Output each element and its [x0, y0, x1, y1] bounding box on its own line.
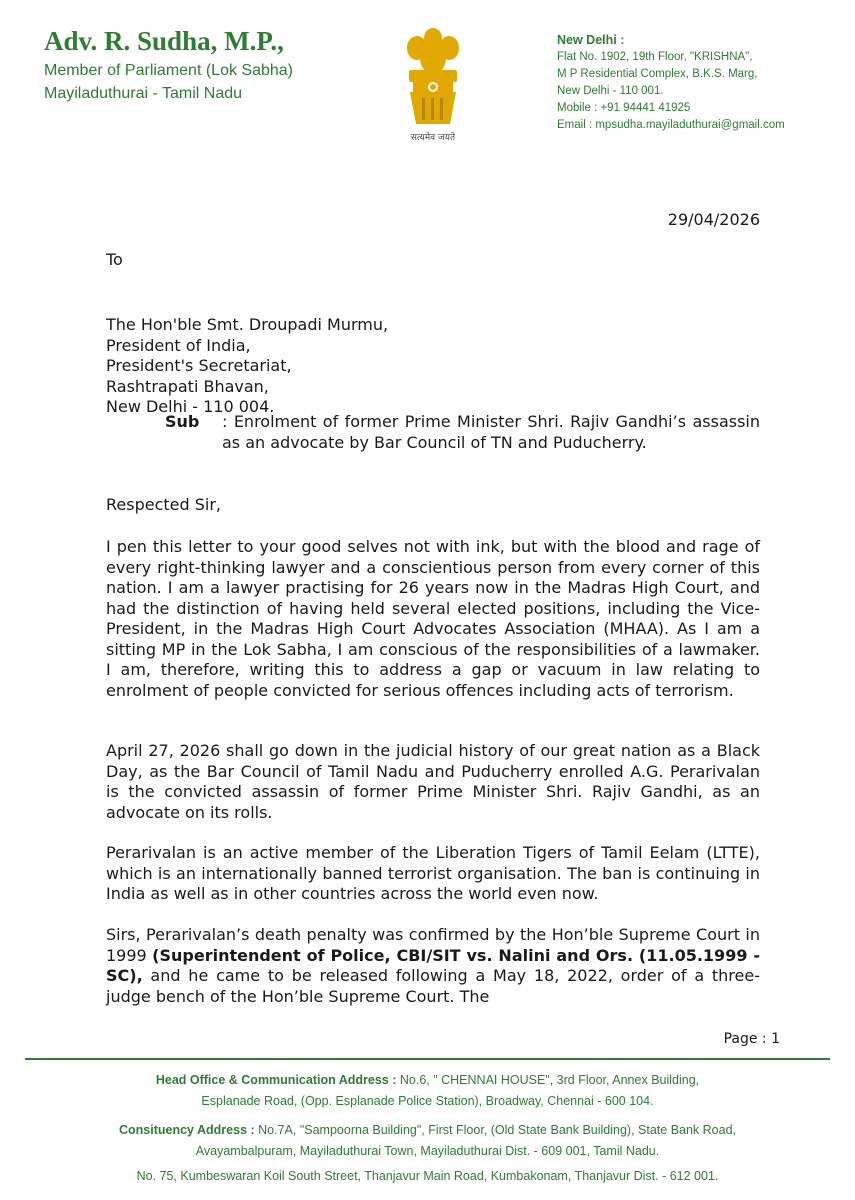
constituency-address	[0, 1120, 855, 1141]
head-office-line: No.6, " CHENNAI HOUSE", 3rd Floor, Annex Building,	[396, 1073, 700, 1087]
addressee-line: President of India,	[106, 335, 251, 355]
office-line: Email : mpsudha.mayiladuthurai@gmail.com	[557, 119, 785, 131]
head-office-label: Head Office & Communication Address :	[155, 1073, 397, 1087]
head-office-address-2: Esplanade Road, (Opp. Esplanade Police Station), Broadway, Chennai - 600 104.	[201, 1094, 654, 1108]
office-line: Flat No. 1902, 19th Floor, "KRISHNA",	[557, 51, 753, 63]
addressee-line: The Hon'ble Smt. Droupadi Murmu,	[106, 315, 389, 334]
paragraph-2: April 27, 2026 shall go down in the judicial history of our great nation as a Black Day, as the Bar Council of Tamil Nadu and Puducherry enrolled A.G. Perarivalan is the convicted assassin of former Prime Minister Shri. Rajiv Gandhi, as an advocate on its rolls.	[106, 741, 760, 822]
salutation: Respected Sir,	[106, 495, 221, 514]
page-number: Page : 1	[723, 1031, 780, 1047]
case-citation: (Superintendent of Police, CBI/SIT vs. Nalini and Ors. (11.05.1999 - SC),	[106, 945, 761, 985]
office-line: New Delhi - 110 001.	[557, 85, 664, 97]
paragraph-1: I pen this letter to your good selves not with ink, but with the blood and rage of every right-thinking lawyer and a conscientious person from every corner of this nation. I am a lawyer practising for 26 years now in the Madras High Court, and had the distinction of having held several elected positions, including the Vice-President, in the Madras High Court Advocates Association (MHAA). As I am a sitting MP in the Lok Sabha, I am conscious of the responsibilities of a lawmaker. I am, therefore, writing this to address a gap or vacuum in law relating to enrolment of people convicted for serious offences including acts of terrorism.	[106, 537, 760, 700]
kumbakonam-address: No. 75, Kumbeswaran Koil South Street, Thanjavur Main Road, Kumbakonam, Thanjavur Dist. - 612 001.	[136, 1169, 719, 1183]
footer-divider	[25, 1058, 830, 1060]
emblem-motto: सत्यमेव जयते	[410, 133, 456, 143]
delhi-address	[557, 32, 785, 134]
paragraph-4-text: Sirs, Perarivalan’s death penalty was confirmed by the Hon’ble Supreme Court in 1999	[106, 925, 760, 965]
paragraph-3: Perarivalan is an active member of the Liberation Tigers of Tamil Eelam (LTTE), which is an internationally banned terrorist organisation. The ban is continuing in India as well as in other countries across the world even now.	[106, 843, 760, 903]
mp-name: Adv. R. Sudha, M.P.,	[44, 26, 284, 56]
mp-title: Member of Parliament (Lok Sabha)	[44, 62, 293, 79]
constituency-label: Consituency Address :	[118, 1123, 255, 1137]
office-title: New Delhi :	[557, 33, 625, 47]
letter-date: 29/04/2026	[667, 210, 760, 229]
ashoka-emblem	[400, 26, 466, 144]
paragraph-4	[106, 925, 760, 1007]
addressee-line: New Delhi - 110 004.	[106, 397, 275, 416]
constituency-line: No.7A, "Sampoorna Building", First Floor, (Old State Bank Building), State Bank Road,	[254, 1123, 737, 1137]
paragraph-4-text: and he came to be released following a May 18, 2022, order of a three-judge bench of the Hon’ble Supreme Court. The	[106, 966, 760, 1006]
office-line: M P Residential Complex, B.K.S. Marg,	[557, 68, 758, 80]
addressee-block	[106, 315, 388, 418]
constituency-address-2: Avayambalpuram, Mayiladuthurai Town, Mayiladuthurai Dist. - 609 001, Tamil Nadu.	[195, 1144, 660, 1158]
head-office-address	[0, 1070, 855, 1091]
mp-constituency: Mayiladuthurai - Tamil Nadu	[44, 85, 243, 102]
office-line: Mobile : +91 94441 41925	[557, 102, 691, 114]
addressee-line: President's Secretariat,	[106, 356, 292, 375]
lion-capital-icon	[400, 26, 466, 131]
addressee-line: Rashtrapati Bhavan,	[106, 376, 269, 396]
to-label: To	[106, 250, 123, 269]
subject-label: Sub	[165, 412, 200, 431]
subject-text: : Enrolment of former Prime Minister Shri. Rajiv Gandhi’s assassin as an advocate by Bar Council of TN and Puducherry.	[222, 412, 760, 452]
